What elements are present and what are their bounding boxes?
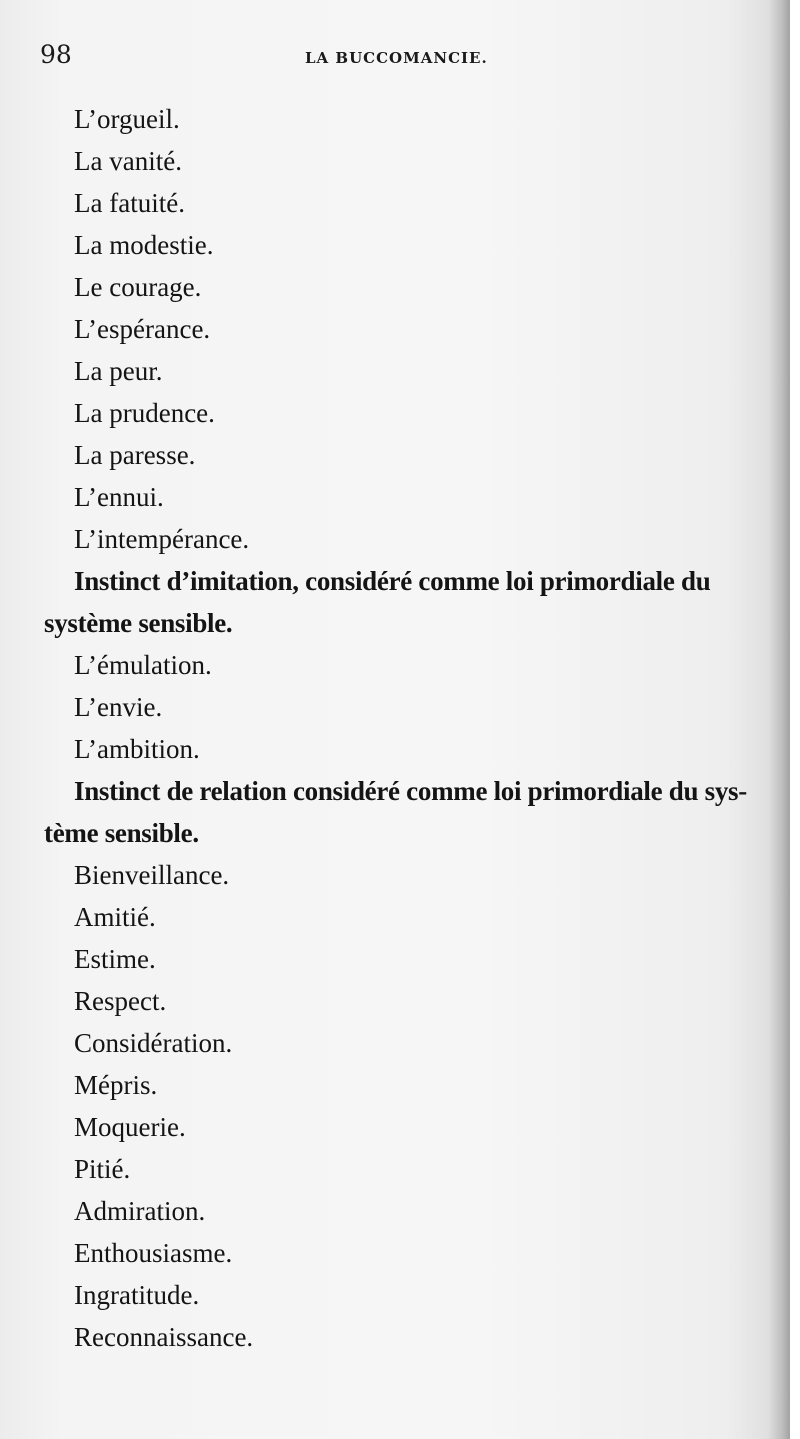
- list-item: Mépris.: [74, 1070, 158, 1100]
- section-heading-line: tème sensible.: [44, 818, 199, 848]
- list-item: Ingratitude.: [74, 1280, 200, 1310]
- list-item: La modestie.: [74, 230, 214, 260]
- section-heading-line: Instinct de relation considéré comme loi primordiale du sys-: [74, 776, 747, 806]
- section-heading-line: Instinct d’imitation, considéré comme loi primordiale du: [74, 566, 711, 596]
- list-item: Estime.: [74, 944, 156, 974]
- list-item: Pitié.: [74, 1154, 131, 1184]
- list-item: Enthousiasme.: [74, 1238, 233, 1268]
- list-item: Bienveillance.: [74, 860, 230, 890]
- list-item: L’émulation.: [74, 650, 212, 680]
- passion-list: [44, 98, 764, 1358]
- list-item: La vanité.: [74, 146, 182, 176]
- list-item: La prudence.: [74, 398, 215, 428]
- list-item: La paresse.: [74, 440, 196, 470]
- list-item: La peur.: [74, 356, 163, 386]
- page-number: 98: [40, 40, 72, 69]
- list-item: Admiration.: [74, 1196, 206, 1226]
- list-item: Amitié.: [74, 902, 156, 932]
- list-item: L’orgueil.: [74, 104, 180, 134]
- page-header: [40, 40, 750, 80]
- list-item: Moquerie.: [74, 1112, 186, 1142]
- gutter-shadow: [768, 0, 790, 1439]
- list-item: La fatuité.: [74, 188, 185, 218]
- section-heading-line: système sensible.: [44, 608, 233, 638]
- list-item: L’espérance.: [74, 314, 211, 344]
- list-item: L’ambition.: [74, 734, 200, 764]
- list-item: L’envie.: [74, 692, 163, 722]
- list-item: Le courage.: [74, 272, 202, 302]
- list-item: Respect.: [74, 986, 167, 1016]
- list-item: L’ennui.: [74, 482, 164, 512]
- list-item: Reconnaissance.: [74, 1322, 254, 1352]
- list-item: L’intempérance.: [74, 524, 250, 554]
- list-item: Considération.: [74, 1028, 233, 1058]
- running-head: LA BUCCOMANCIE.: [305, 49, 488, 67]
